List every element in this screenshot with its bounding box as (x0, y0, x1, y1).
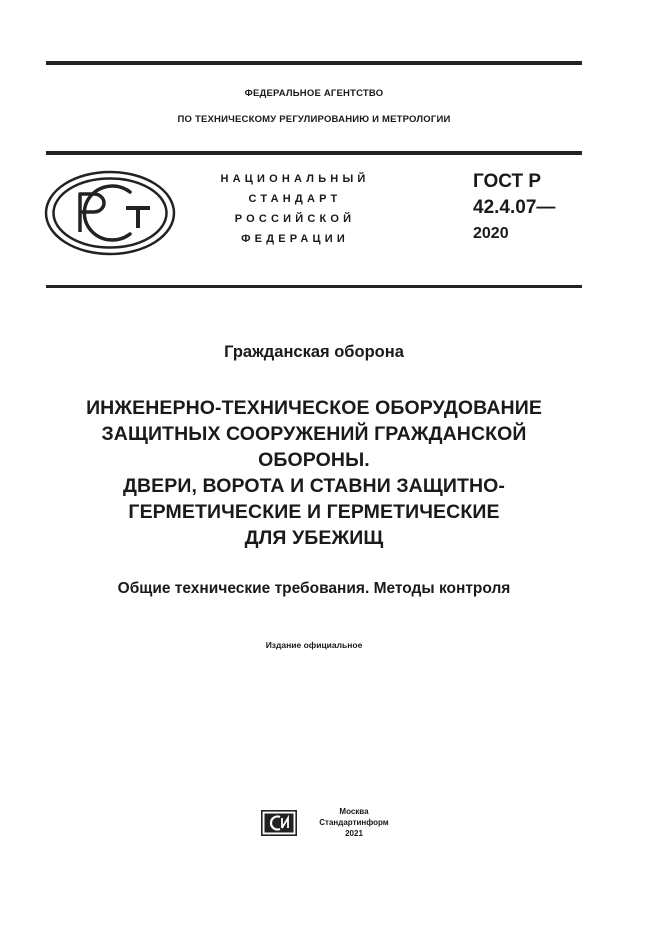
agency-name-line1: ФЕДЕРАЛЬНОЕ АГЕНТСТВО (244, 88, 384, 99)
document-title-line: ИНЖЕНЕРНО-ТЕХНИЧЕСКОЕ ОБОРУДОВАНИЕ (86, 397, 542, 419)
document-title-line: ГЕРМЕТИЧЕСКИЕ И ГЕРМЕТИЧЕСКИЕ (128, 501, 500, 523)
document-subject: Гражданская оборона (224, 343, 404, 361)
standard-type-line: СТАНДАРТ (248, 193, 342, 205)
edition-note: Издание официальное (265, 640, 363, 650)
standartinform-logo-icon (261, 810, 297, 836)
standard-type-line: РОССИЙСКОЙ (234, 213, 356, 225)
document-title-line: ДЛЯ УБЕЖИЩ (244, 527, 384, 549)
standard-code-prefix: ГОСТ Р (473, 171, 542, 192)
agency-name-line2: ПО ТЕХНИЧЕСКОМУ РЕГУЛИРОВАНИЮ И МЕТРОЛОГИИ (177, 114, 451, 125)
standard-code-year: 2020 (473, 225, 509, 242)
middle-rule (46, 151, 582, 155)
standard-type-line: НАЦИОНАЛЬНЫЙ (220, 173, 370, 185)
top-rule (46, 61, 582, 65)
document-subtitle: Общие технические требования. Методы контроля (117, 580, 511, 597)
document-title-line: ЗАЩИТНЫХ СООРУЖЕНИЙ ГРАЖДАНСКОЙ (101, 423, 527, 445)
document-title-line: ДВЕРИ, ВОРОТА И СТАВНИ ЗАЩИТНО- (122, 475, 506, 497)
standard-type-line: ФЕДЕРАЦИИ (241, 233, 349, 245)
rst-certification-logo-icon (44, 170, 176, 256)
bottom-rule (46, 285, 582, 288)
publisher-name: Стандартинформ (319, 818, 389, 827)
publisher-city: Москва (339, 807, 369, 816)
standard-code-number: 42.4.07— (473, 197, 556, 218)
document-title-line: ОБОРОНЫ. (258, 449, 370, 471)
publisher-year: 2021 (345, 829, 363, 838)
